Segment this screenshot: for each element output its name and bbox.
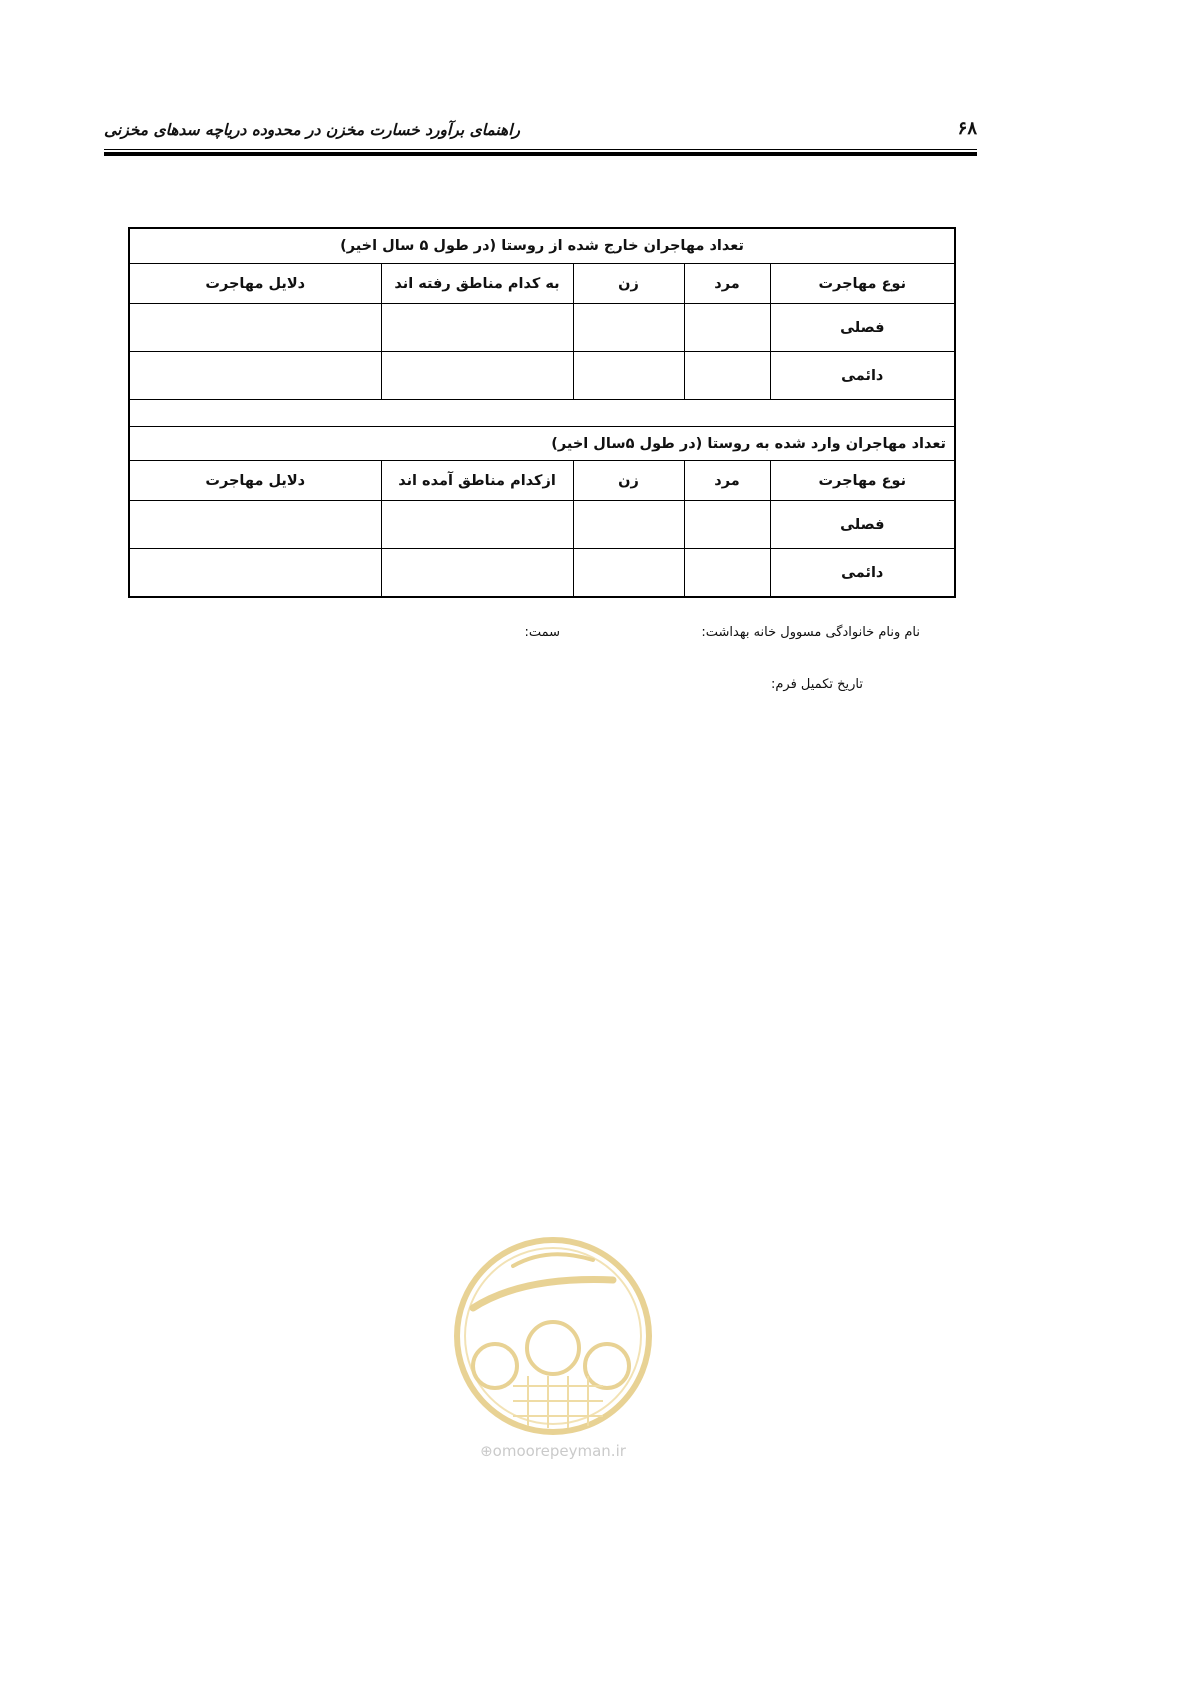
section1-title: تعداد مهاجران خارج شده از روستا (در طول ۵ سال اخیر) [129, 228, 955, 264]
cell-female[interactable] [573, 352, 684, 400]
section2-title: تعداد مهاجران وارد شده به روستا (در طول ۵سال اخیر) [129, 427, 955, 461]
col-header-male: مرد [684, 461, 770, 501]
cell-reasons[interactable] [129, 352, 381, 400]
col-header-origin: ازکدام مناطق آمده اند [381, 461, 573, 501]
cell-female[interactable] [573, 304, 684, 352]
row-label-permanent: دائمی [770, 352, 955, 400]
col-header-destination: به کدام مناطق رفته اند [381, 264, 573, 304]
row-label-seasonal: فصلی [770, 501, 955, 549]
cell-female[interactable] [573, 501, 684, 549]
page-number: ۶۸ [957, 118, 977, 139]
cell-male[interactable] [684, 501, 770, 549]
table-row [129, 304, 955, 352]
logo-emblem-icon [453, 1236, 653, 1436]
cell-destination[interactable] [381, 304, 573, 352]
cell-origin[interactable] [381, 549, 573, 598]
spacer-cell [129, 400, 955, 427]
table-row [129, 501, 955, 549]
col-header-reasons: دلایل مهاجرت [129, 461, 381, 501]
form-date-label: تاریخ تکمیل فرم: [770, 677, 863, 692]
cell-female[interactable] [573, 549, 684, 598]
col-header-reasons: دلایل مهاجرت [129, 264, 381, 304]
spacer-row [129, 400, 955, 427]
table-row [129, 549, 955, 598]
cell-male[interactable] [684, 352, 770, 400]
page-header [104, 118, 977, 158]
watermark-url: omoorepeyman.ir [492, 1442, 626, 1460]
migration-form-table [128, 227, 956, 598]
cell-destination[interactable] [381, 352, 573, 400]
cell-reasons[interactable] [129, 549, 381, 598]
section1-title-row [129, 228, 955, 264]
col-header-female: زن [573, 264, 684, 304]
cell-origin[interactable] [381, 501, 573, 549]
row-label-permanent: دائمی [770, 549, 955, 598]
running-title: راهنمای برآورد خسارت مخزن در محدوده دریاچه سدهای مخزنی [104, 120, 521, 139]
responsible-name-label: نام ونام خانوادگی مسوول خانه بهداشت: [701, 625, 920, 640]
section2-header-row [129, 461, 955, 501]
col-header-type: نوع مهاجرت [770, 461, 955, 501]
cell-reasons[interactable] [129, 304, 381, 352]
row-label-seasonal: فصلی [770, 304, 955, 352]
cell-male[interactable] [684, 304, 770, 352]
col-header-female: زن [573, 461, 684, 501]
col-header-male: مرد [684, 264, 770, 304]
section2-title-row [129, 427, 955, 461]
globe-icon: ⊕ [480, 1442, 493, 1460]
table-row [129, 352, 955, 400]
watermark-logo [453, 1236, 653, 1466]
cell-reasons[interactable] [129, 501, 381, 549]
header-rule-thick [104, 152, 977, 156]
header-rule-thin [104, 149, 977, 150]
col-header-type: نوع مهاجرت [770, 264, 955, 304]
section1-header-row [129, 264, 955, 304]
watermark-site-text [453, 1442, 653, 1460]
cell-male[interactable] [684, 549, 770, 598]
position-label: سمت: [524, 625, 560, 640]
